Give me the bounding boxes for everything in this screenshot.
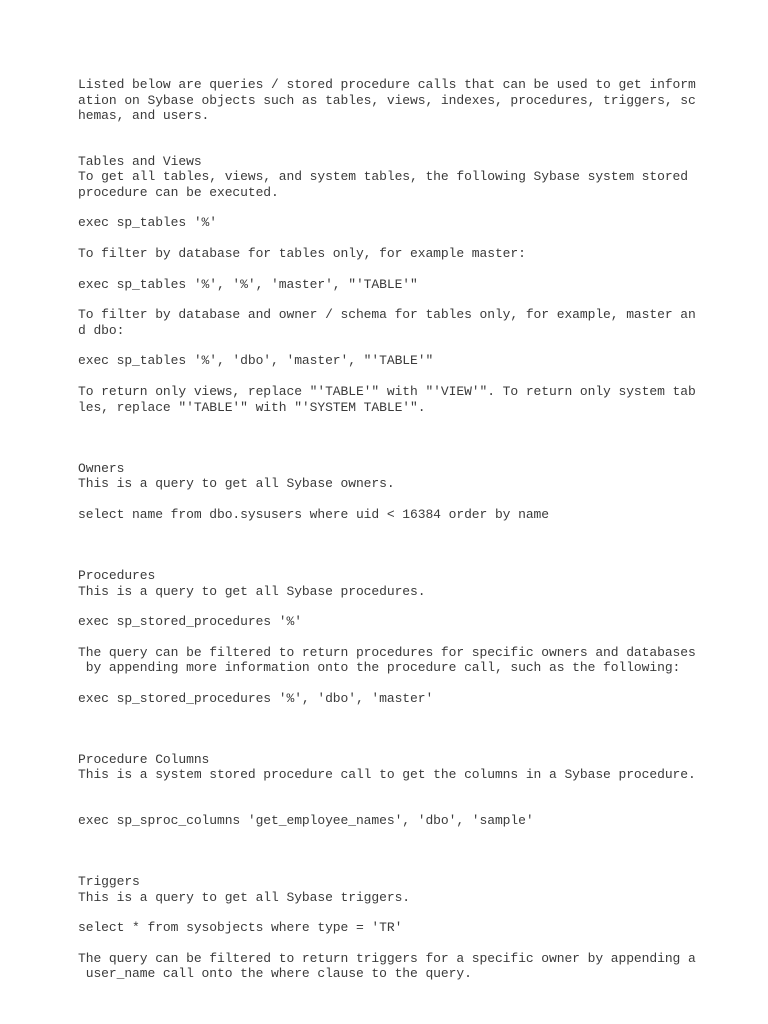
tables-views-heading: Tables and Views <box>78 154 202 169</box>
procedures-description: This is a query to get all Sybase procedures. <box>78 584 426 599</box>
intro-line-2: ation on Sybase objects such as tables, views, indexes, procedures, triggers, sc <box>78 93 696 108</box>
intro-line-1: Listed below are queries / stored procedure calls that can be used to get inform <box>78 77 696 92</box>
intro-line-3: hemas, and users. <box>78 108 210 123</box>
filter-db-text: To filter by database for tables only, for example master: <box>78 246 526 261</box>
triggers-heading: Triggers <box>78 874 140 889</box>
code-sp-tables-all: exec sp_tables '%' <box>78 215 217 230</box>
views-note-line-1: To return only views, replace "'TABLE'" with "'VIEW'". To return only system tab <box>78 384 696 399</box>
triggers-description: This is a query to get all Sybase triggers. <box>78 890 411 905</box>
owners-description: This is a query to get all Sybase owners. <box>78 476 395 491</box>
code-sp-tables-filter-db: exec sp_tables '%', '%', 'master', "'TABLE'" <box>78 277 418 292</box>
owners-heading: Owners <box>78 461 125 476</box>
filter-owner-text-line-2: d dbo: <box>78 323 125 338</box>
tables-views-description-line-1: To get all tables, views, and system tables, the following Sybase system stored <box>78 169 688 184</box>
code-sp-sproc-columns: exec sp_sproc_columns 'get_employee_names', 'dbo', 'sample' <box>78 813 534 828</box>
procedure-columns-description: This is a system stored procedure call to get the columns in a Sybase procedure. <box>78 767 696 782</box>
code-owners-query: select name from dbo.sysusers where uid < 16384 order by name <box>78 507 549 522</box>
procedure-columns-heading: Procedure Columns <box>78 752 210 767</box>
code-triggers-query: select * from sysobjects where type = 'TR' <box>78 920 403 935</box>
procedures-filter-text-line-1: The query can be filtered to return procedures for specific owners and databases <box>78 645 696 660</box>
procedures-filter-text-line-2: by appending more information onto the procedure call, such as the following: <box>78 660 681 675</box>
procedures-heading: Procedures <box>78 568 156 583</box>
code-sp-stored-procedures-filter: exec sp_stored_procedures '%', 'dbo', 'master' <box>78 691 434 706</box>
views-note-line-2: les, replace "'TABLE'" with "'SYSTEM TABLE'". <box>78 400 426 415</box>
filter-owner-text-line-1: To filter by database and owner / schema for tables only, for example, master an <box>78 307 696 322</box>
code-sp-tables-filter-owner: exec sp_tables '%', 'dbo', 'master', "'TABLE'" <box>78 353 434 368</box>
tables-views-description-line-2: procedure can be executed. <box>78 185 279 200</box>
triggers-filter-text-line-1: The query can be filtered to return triggers for a specific owner by appending a <box>78 951 696 966</box>
code-sp-stored-procedures: exec sp_stored_procedures '%' <box>78 614 302 629</box>
triggers-filter-text-line-2: user_name call onto the where clause to the query. <box>78 966 472 981</box>
